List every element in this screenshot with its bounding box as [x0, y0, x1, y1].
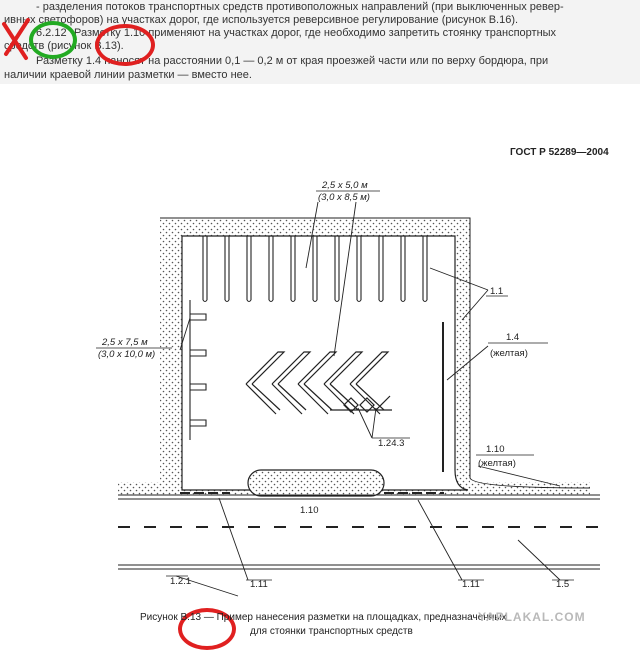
text-line-6: наличии краевой линии разметки — вместо нее. — [4, 69, 252, 81]
text-line-5: Разметку 1.4 наносят на расстоянии 0,1 — 0,2 м от края проезжей части или по верху бордюра, при — [36, 55, 549, 67]
label-1-11-left: 1.11 — [250, 579, 268, 590]
watermark: YAPLAKAL.COM — [478, 610, 586, 624]
label-1-11-right: 1.11 — [462, 579, 480, 590]
label-1-2-1: 1.2.1 — [170, 576, 192, 587]
dim-top-1: 2,5 x 5,0 м — [322, 180, 368, 191]
label-1-1: 1.1 — [490, 286, 504, 297]
figure-caption-line-2: для стоянки транспортных средств — [250, 626, 413, 637]
text-line-3: Разметку 1.10 применяют на участках дорог, где необходимо запретить стоянку транспортных — [74, 27, 557, 39]
roadway — [118, 493, 600, 569]
figure-caption-line-1: Рисунок В.13 — Пример нанесения разметки на площадках, предназначенных — [140, 612, 507, 623]
label-1-4-note: (желтая) — [490, 348, 528, 359]
label-1-10-mid: 1.10 — [300, 505, 319, 516]
label-1-10-right: 1.10 — [486, 444, 505, 455]
clause-number: 6.2.12 — [36, 27, 67, 39]
dim-left-2: (3,0 x 10,0 м) — [98, 349, 156, 360]
text-line-4: средств (рисунок В.13). — [4, 40, 124, 52]
dim-top-2: (3,0 x 8,5 м) — [318, 192, 370, 203]
label-1-5: 1.5 — [556, 579, 570, 590]
text-line-2: ивных светофоров) на участках дорог, где используется реверсивное регулирование (рисунок В.16). — [4, 14, 519, 26]
label-1-24-3: 1.24.3 — [378, 438, 405, 449]
label-1-4: 1.4 — [506, 332, 520, 343]
label-1-10-right-note: (желтая) — [478, 458, 516, 469]
standard-header: ГОСТ Р 52289—2004 — [510, 147, 609, 158]
text-line-1: - разделения потоков транспортных средств противоположных направлений (при выключенных ревер- — [36, 1, 564, 13]
island-1-10 — [248, 470, 384, 496]
dim-left-1: 2,5 x 7,5 м — [102, 337, 148, 348]
